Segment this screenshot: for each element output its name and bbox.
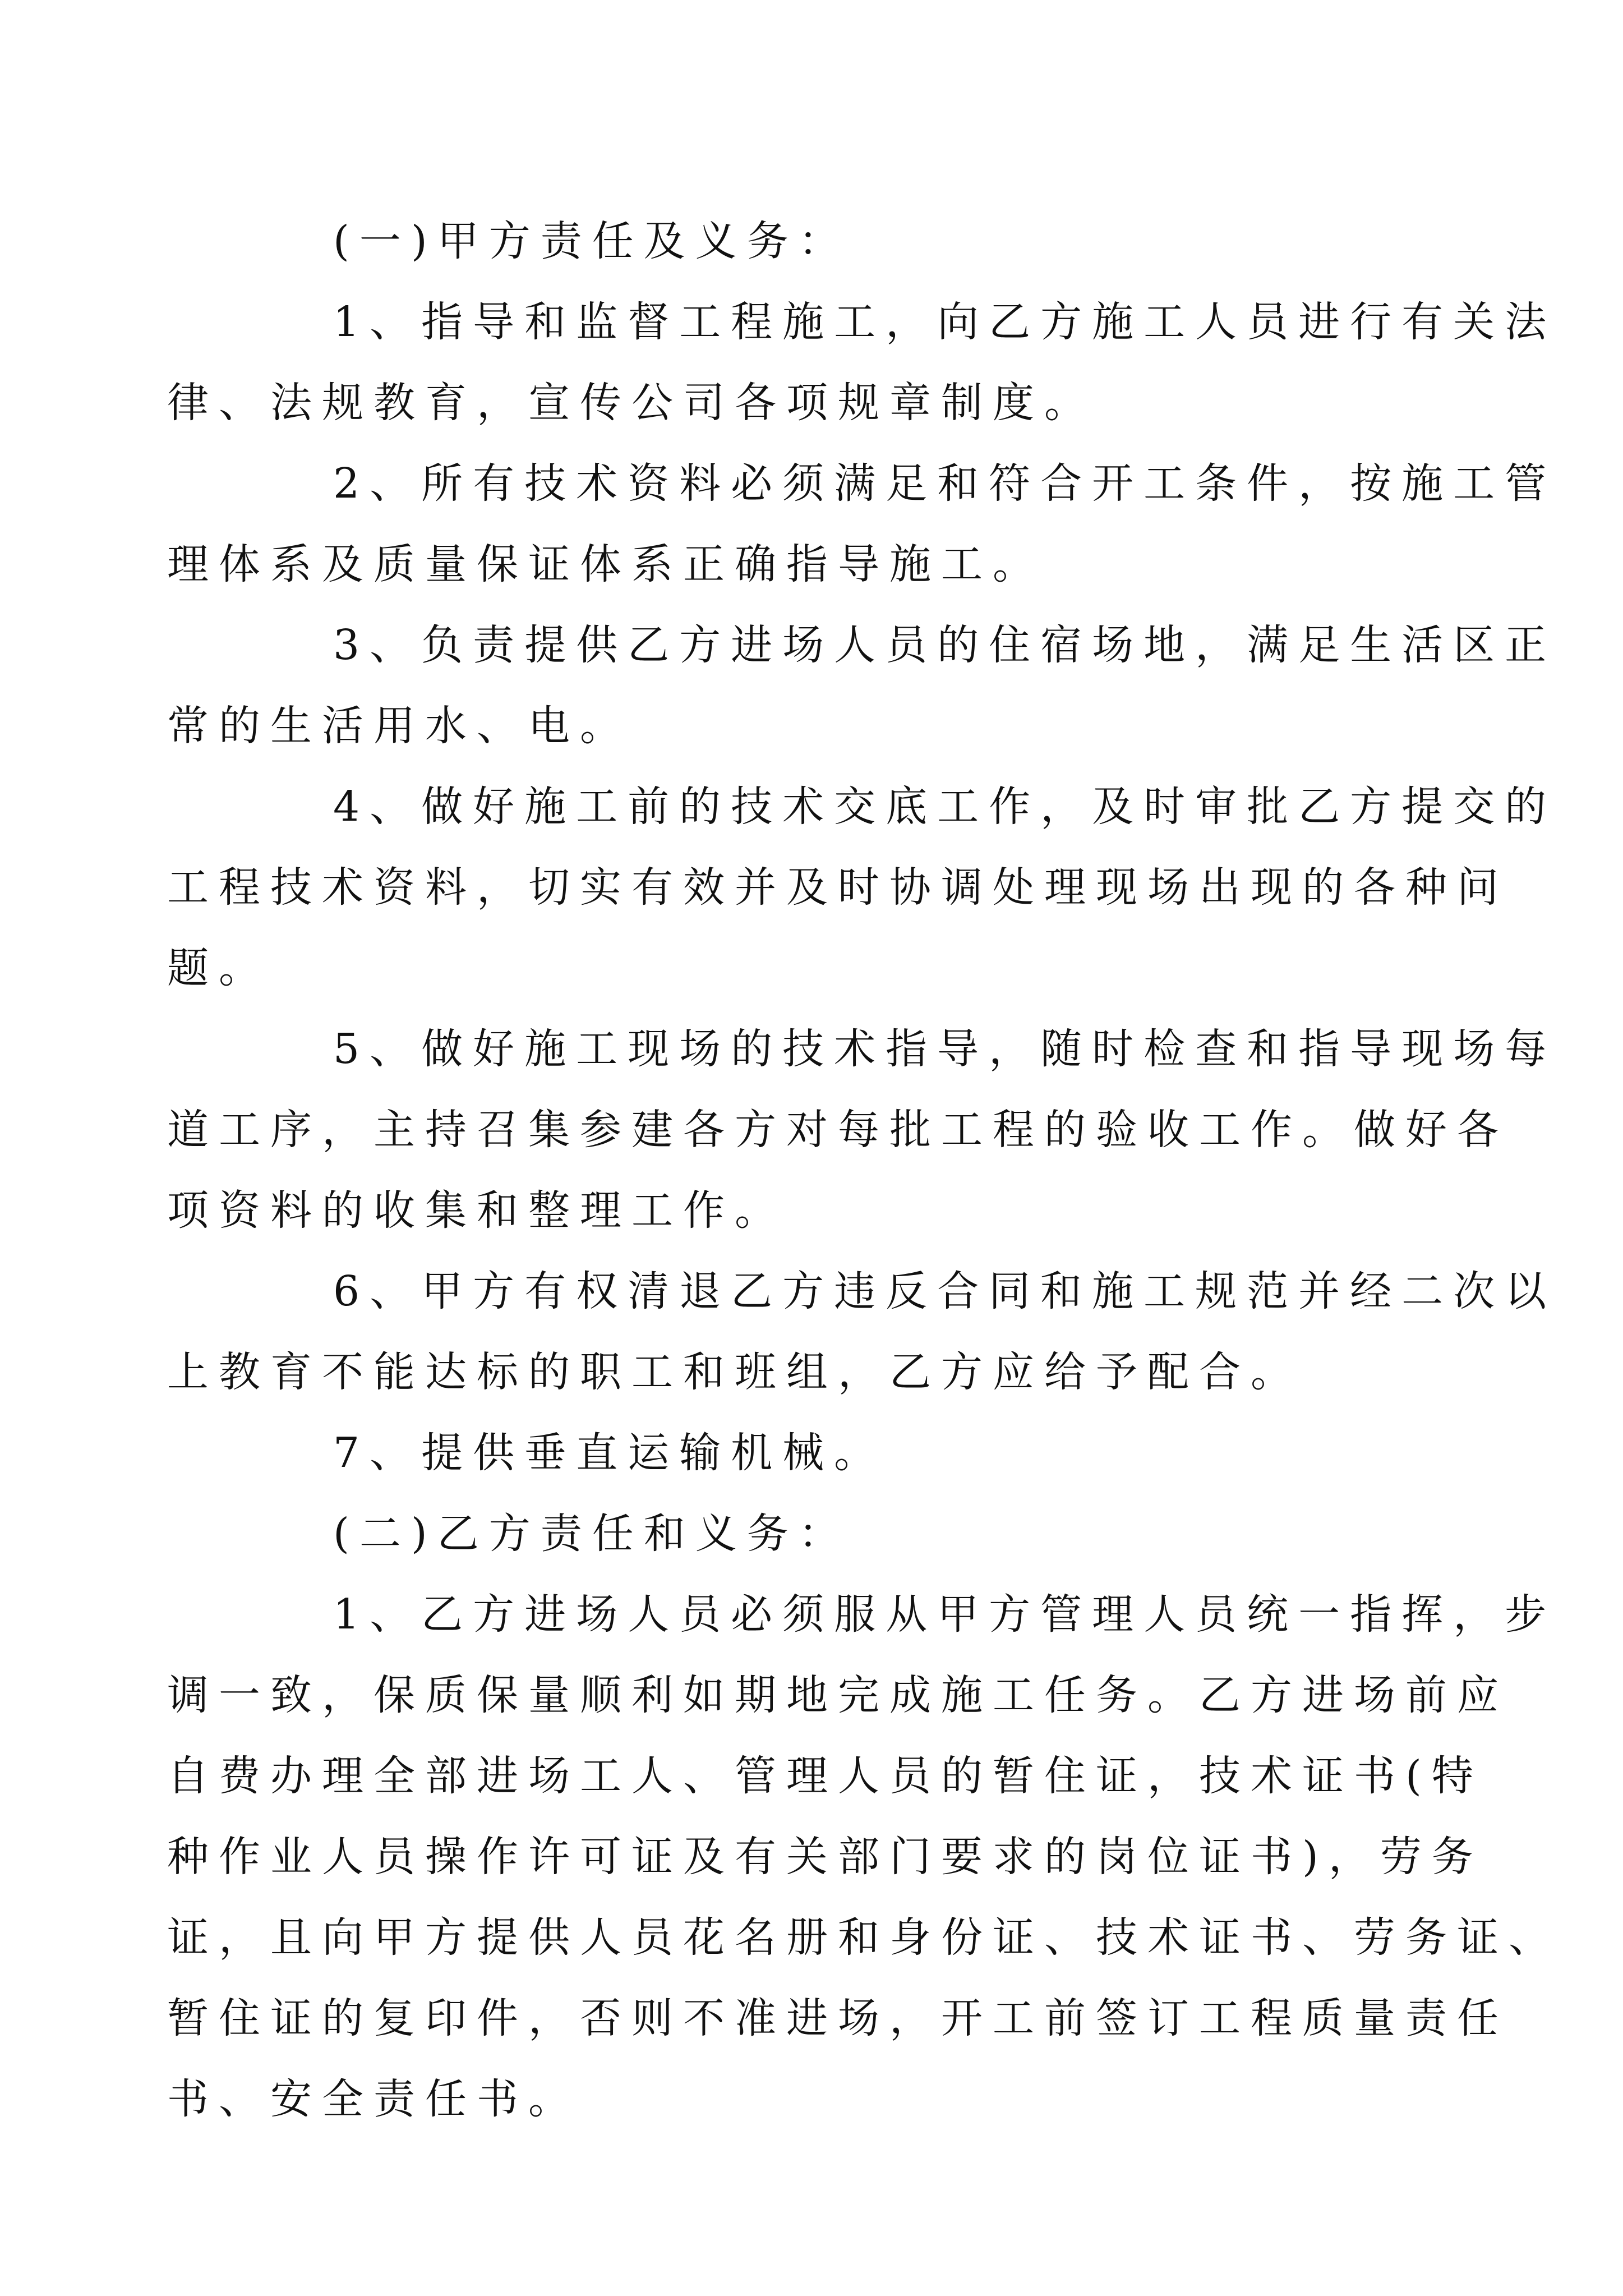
party-b-item-1: [167, 1574, 1560, 2139]
text-line: 常的生活用水、电。: [167, 702, 631, 750]
party-a-item-7: [250, 1412, 1373, 1493]
text-line: 种作业人员操作许可证及有关部门要求的岗位证书)，劳务: [167, 1833, 1483, 1881]
text-line: 调一致，保质保量顺利如期地完成施工任务。乙方进场前应: [167, 1671, 1509, 1719]
text-line: 书、安全责任书。: [167, 2075, 580, 2123]
text-line: (二)乙方责任和义务：: [333, 1510, 850, 1558]
text-line: (一)甲方责任及义务：: [333, 217, 850, 265]
text-line: 道工序，主持召集参建各方对每批工程的验收工作。做好各: [167, 1106, 1509, 1154]
party-a-item-6: [167, 1251, 1557, 1412]
text-line: 上教育不能达标的职工和班组，乙方应给予配合。: [167, 1348, 1302, 1396]
party-a-item-1: [167, 282, 1557, 443]
section-heading-party-b: [250, 1493, 1373, 1574]
text-line: 律、法规教育，宣传公司各项规章制度。: [167, 379, 1096, 427]
text-line: 自费办理全部进场工人、管理人员的暂住证，技术证书(特: [167, 1752, 1483, 1800]
text-line: 2、所有技术资料必须满足和符合开工条件，按施工管: [333, 459, 1557, 508]
text-line: 1、乙方进场人员必须服从甲方管理人员统一指挥，步: [333, 1590, 1557, 1639]
document-body: [167, 201, 1560, 2139]
party-a-item-2: [167, 443, 1557, 605]
text-line: 理体系及质量保证体系正确指导施工。: [167, 540, 1044, 588]
text-line: 3、负责提供乙方进场人员的住宿场地，满足生活区正: [333, 621, 1557, 669]
text-line: 6、甲方有权清退乙方违反合同和施工规范并经二次以: [333, 1267, 1557, 1315]
text-line: 1、指导和监督工程施工，向乙方施工人员进行有关法: [333, 298, 1557, 346]
text-line: 题。: [167, 944, 270, 992]
party-a-item-4: [167, 766, 1557, 1009]
text-line: 证，且向甲方提供人员花名册和身份证、技术证书、劳务证、: [167, 1913, 1560, 1962]
text-line: 7、提供垂直运输机械。: [333, 1429, 886, 1477]
party-a-item-5: [167, 1009, 1557, 1251]
party-a-item-3: [167, 605, 1557, 766]
text-line: 项资料的收集和整理工作。: [167, 1186, 786, 1235]
text-line: 4、做好施工前的技术交底工作，及时审批乙方提交的: [333, 783, 1557, 831]
text-line: 暂住证的复印件，否则不准进场，开工前签订工程质量责任: [167, 1994, 1509, 2042]
section-heading-party-a: [250, 201, 1373, 282]
text-line: 5、做好施工现场的技术指导，随时检查和指导现场每: [333, 1025, 1557, 1073]
text-line: 工程技术资料，切实有效并及时协调处理现场出现的各种问: [167, 863, 1509, 912]
